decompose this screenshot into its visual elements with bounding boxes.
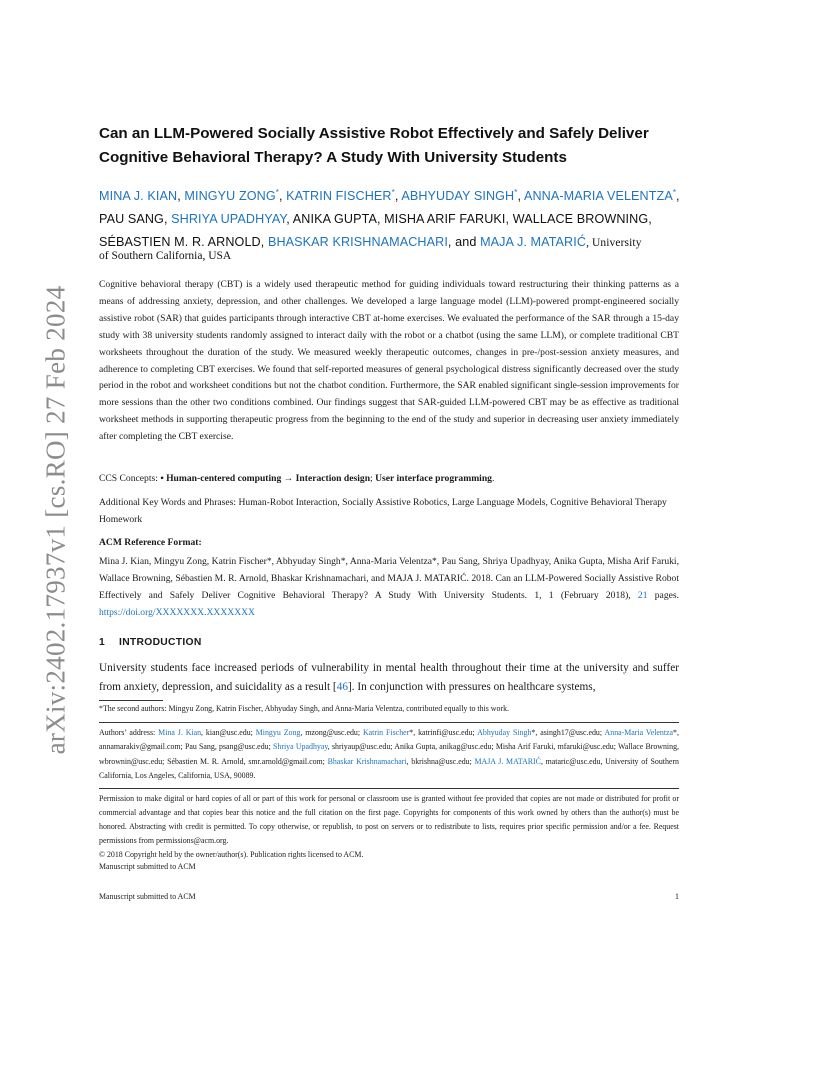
author-faruki: MISHA ARIF FARUKI xyxy=(384,212,506,227)
address-mail: , mataric@usc.edu, University of Southern California, Los Angeles, California, USA, 90089. xyxy=(99,756,679,780)
address-link-velentza[interactable]: Anna-Maria Velentza xyxy=(604,728,674,737)
address-link-krishnamachari[interactable]: Bhaskar Krishnamachari xyxy=(327,756,407,766)
footer-venue: Manuscript submitted to ACM xyxy=(99,892,196,901)
author-separator: , xyxy=(376,212,385,227)
paper-title xyxy=(99,122,679,170)
author-and: and xyxy=(455,235,477,250)
author-link-fischer[interactable]: KATRIN FISCHER xyxy=(286,189,392,204)
address-mail: , mzong@usc.edu; xyxy=(300,728,363,737)
author-arnold: SÉBASTIEN M. R. ARNOLD xyxy=(99,235,261,250)
author-sang: PAU SANG xyxy=(99,212,164,227)
copyright-notice: © 2018 Copyright held by the owner/author(s). Publication rights licensed to ACM. xyxy=(99,850,364,859)
author-link-kian[interactable]: MINA J. KIAN xyxy=(99,189,178,204)
manuscript-note: Manuscript submitted to ACM xyxy=(99,862,196,871)
acm-reference xyxy=(99,553,679,621)
address-link-fischer[interactable]: Katrin Fischer xyxy=(362,728,410,737)
introduction-paragraph xyxy=(99,659,679,697)
footnote-rule xyxy=(99,700,163,701)
address-mail: , shriyaup@usc.edu; Anika Gupta, anikag@usc.edu; Misha Arif Faruki, mfaruki@usc.edu; Wallace Browning, wbrownin@usc.edu; Sébastien M. R. Arnold, smr.arnold@gmail.com; xyxy=(99,742,679,766)
author-link-zong[interactable]: MINGYU ZONG xyxy=(184,189,276,204)
ccs-bullet: • xyxy=(160,473,167,484)
author-link-mataric[interactable]: MAJA J. MATARIĆ xyxy=(480,235,587,250)
doi-link[interactable]: https://doi.org/XXXXXXX.XXXXXXX xyxy=(99,607,255,618)
address-mail: *, asingh17@usc.edu; xyxy=(531,728,605,737)
acm-reference-text: Mina J. Kian, Mingyu Zong, Katrin Fischer*, Abhyuday Singh*, Anna-Maria Velentza*, Pau Sang, Shriya Upadhyay, Anika Gupta, Misha Arif Faruki, Wallace Browning, Sébastien M. R. Arnold, Bhaskar Krishnamachari, and MAJA J. MATARIĆ. 2018. Can an LLM-Powered Socially Assistive Robot Effectively and Safely Deliver Cognitive Behavioral Therapy? A Study With University Students. 1, 1 (February 2018), xyxy=(99,556,679,601)
affiliation-line: of Southern California, USA xyxy=(99,250,232,262)
affiliation-inline: , University xyxy=(586,237,642,250)
address-mail: , kian@usc.edu; xyxy=(201,728,256,737)
author-separator: , xyxy=(505,212,513,227)
author-separator: , xyxy=(286,212,293,227)
address-mail: *, katrinfi@usc.edu; xyxy=(409,728,478,737)
intro-text-1: University students face increased periods of vulnerability in mental health throughout their time at the university and suffer from anxiety, depression, and suicidality as a result [ xyxy=(99,662,679,693)
ccs-label: CCS Concepts: xyxy=(99,473,161,484)
author-star: * xyxy=(391,188,395,197)
page-number: 1 xyxy=(675,892,679,901)
keywords: Additional Key Words and Phrases: Human-Robot Interaction, Socially Assistive Robotics, Large Language Models, Cognitive Behavioral Therapy Homework xyxy=(99,497,667,525)
permission-divider xyxy=(99,788,679,789)
author-list xyxy=(99,181,684,255)
author-browning: WALLACE BROWNING xyxy=(512,212,649,227)
section-title: INTRODUCTION xyxy=(119,637,202,648)
address-link-mataric[interactable]: MAJA J. MATARIĆ xyxy=(474,756,541,766)
author-separator: , xyxy=(517,189,524,204)
author-separator: , xyxy=(676,189,680,204)
address-link-upadhyay[interactable]: Shriya Upadhyay xyxy=(273,742,328,752)
section-number: 1 xyxy=(99,637,106,648)
author-separator: , xyxy=(278,189,287,204)
author-link-singh[interactable]: ABHYUDAY SINGH xyxy=(401,189,515,204)
page-count-link[interactable]: 21 xyxy=(637,590,648,601)
ccs-end: . xyxy=(491,473,495,484)
citation-link[interactable]: 46 xyxy=(336,681,348,693)
intro-text-2: ]. In conjunction with pressures on healthcare systems, xyxy=(348,681,596,693)
author-star: * xyxy=(672,188,677,197)
ccs-separator: ; xyxy=(370,473,376,484)
address-mail: *, annamarakiv@gmail.com; Pau Sang, psang@usc.edu; xyxy=(99,728,679,752)
arxiv-identifier-stamp: arXiv:2402.17937v1 [cs.RO] 27 Feb 2024 xyxy=(40,285,71,755)
address-divider xyxy=(99,722,679,723)
author-link-krishnamachari[interactable]: BHASKAR KRISHNAMACHARI xyxy=(267,235,448,250)
author-separator: , xyxy=(177,189,185,204)
footnote: *The second authors: Mingyu Zong, Katrin Fischer, Abhyuday Singh, and Anna-Maria Velentza, contributed equally to this work. xyxy=(99,704,509,713)
address-link-singh[interactable]: Abhyuday Singh xyxy=(477,728,532,737)
authors-address xyxy=(99,726,679,783)
address-lead: Authors’ address: xyxy=(99,728,159,737)
title-line-1: Can an LLM-Powered Socially Assistive Robot Effectively and Safely Deliver xyxy=(99,125,649,142)
author-separator: , xyxy=(394,189,402,204)
title-line-2: Cognitive Behavioral Therapy? A Study With University Students xyxy=(99,149,567,166)
author-link-upadhyay[interactable]: SHRIYA UPADHYAY xyxy=(171,212,287,227)
address-link-zong[interactable]: Mingyu Zong xyxy=(255,728,301,737)
ccs-concept-2: User interface programming xyxy=(375,473,492,484)
section-heading xyxy=(99,637,202,648)
ccs-concepts xyxy=(99,471,679,487)
author-star: * xyxy=(275,188,279,197)
pages-word: pages. xyxy=(647,590,680,601)
permission-notice: Permission to make digital or hard copies of all or part of this work for personal or classroom use is granted without fee provided that copies are not made or distributed for profit or commercial advantage and that copies bear this notice and the full citation on the first page. Copyrights for components of this work owned by others than the author(s) must be honored. Abstracting with credit is permitted. To copy otherwise, or republish, to post on servers or to redistribute to lists, requires prior specific permission and/or a fee. Request permissions from permissions@acm.org. xyxy=(99,794,679,846)
author-separator: , xyxy=(260,235,268,250)
address-link-kian[interactable]: Mina J. Kian xyxy=(158,728,202,737)
author-link-velentza[interactable]: ANNA-MARIA VELENTZA xyxy=(523,189,673,204)
author-star: * xyxy=(514,188,518,197)
abstract: Cognitive behavioral therapy (CBT) is a widely used therapeutic method for guiding individuals toward restructuring their thinking patterns as a means of addressing anxiety, depression, and other challenges. We developed a large language model (LLM)-powered prompt-engineered socially assistive robot (SAR) that guides participants through interactive CBT at-home exercises. We evaluated the performance of the SAR through a 15-day study with 38 university students randomly assigned to interact daily with the robot or a chatbot (using the same LLM), or complete traditional CBT worksheets throughout the duration of the study. We measured weekly therapeutic outcomes, changes in pre-/post-session anxiety measures, and adherence to completing CBT exercises. We found that self-reported measures of general psychological distress significantly decreased over the study period in the robot and worksheet conditions but not the chatbot condition. Furthermore, the SAR enabled significant single-session improvements for more sessions than the other two conditions combined. Our findings suggest that SAR-guided LLM-powered CBT may be as effective as traditional worksheet methods in supporting therapeutic progress from the beginning to the end of the study and superior in decreasing user anxiety immediately after completing the CBT exercise. xyxy=(99,279,679,443)
acm-reference-heading: ACM Reference Format: xyxy=(99,537,202,548)
author-separator: , xyxy=(648,212,652,227)
author-separator: , xyxy=(163,212,172,227)
author-gupta: ANIKA GUPTA xyxy=(292,212,377,227)
address-mail: , bkrishna@usc.edu; xyxy=(406,756,475,766)
ccs-concept: Human-centered computing → Interaction design xyxy=(166,473,371,484)
author-separator: , xyxy=(447,235,452,250)
